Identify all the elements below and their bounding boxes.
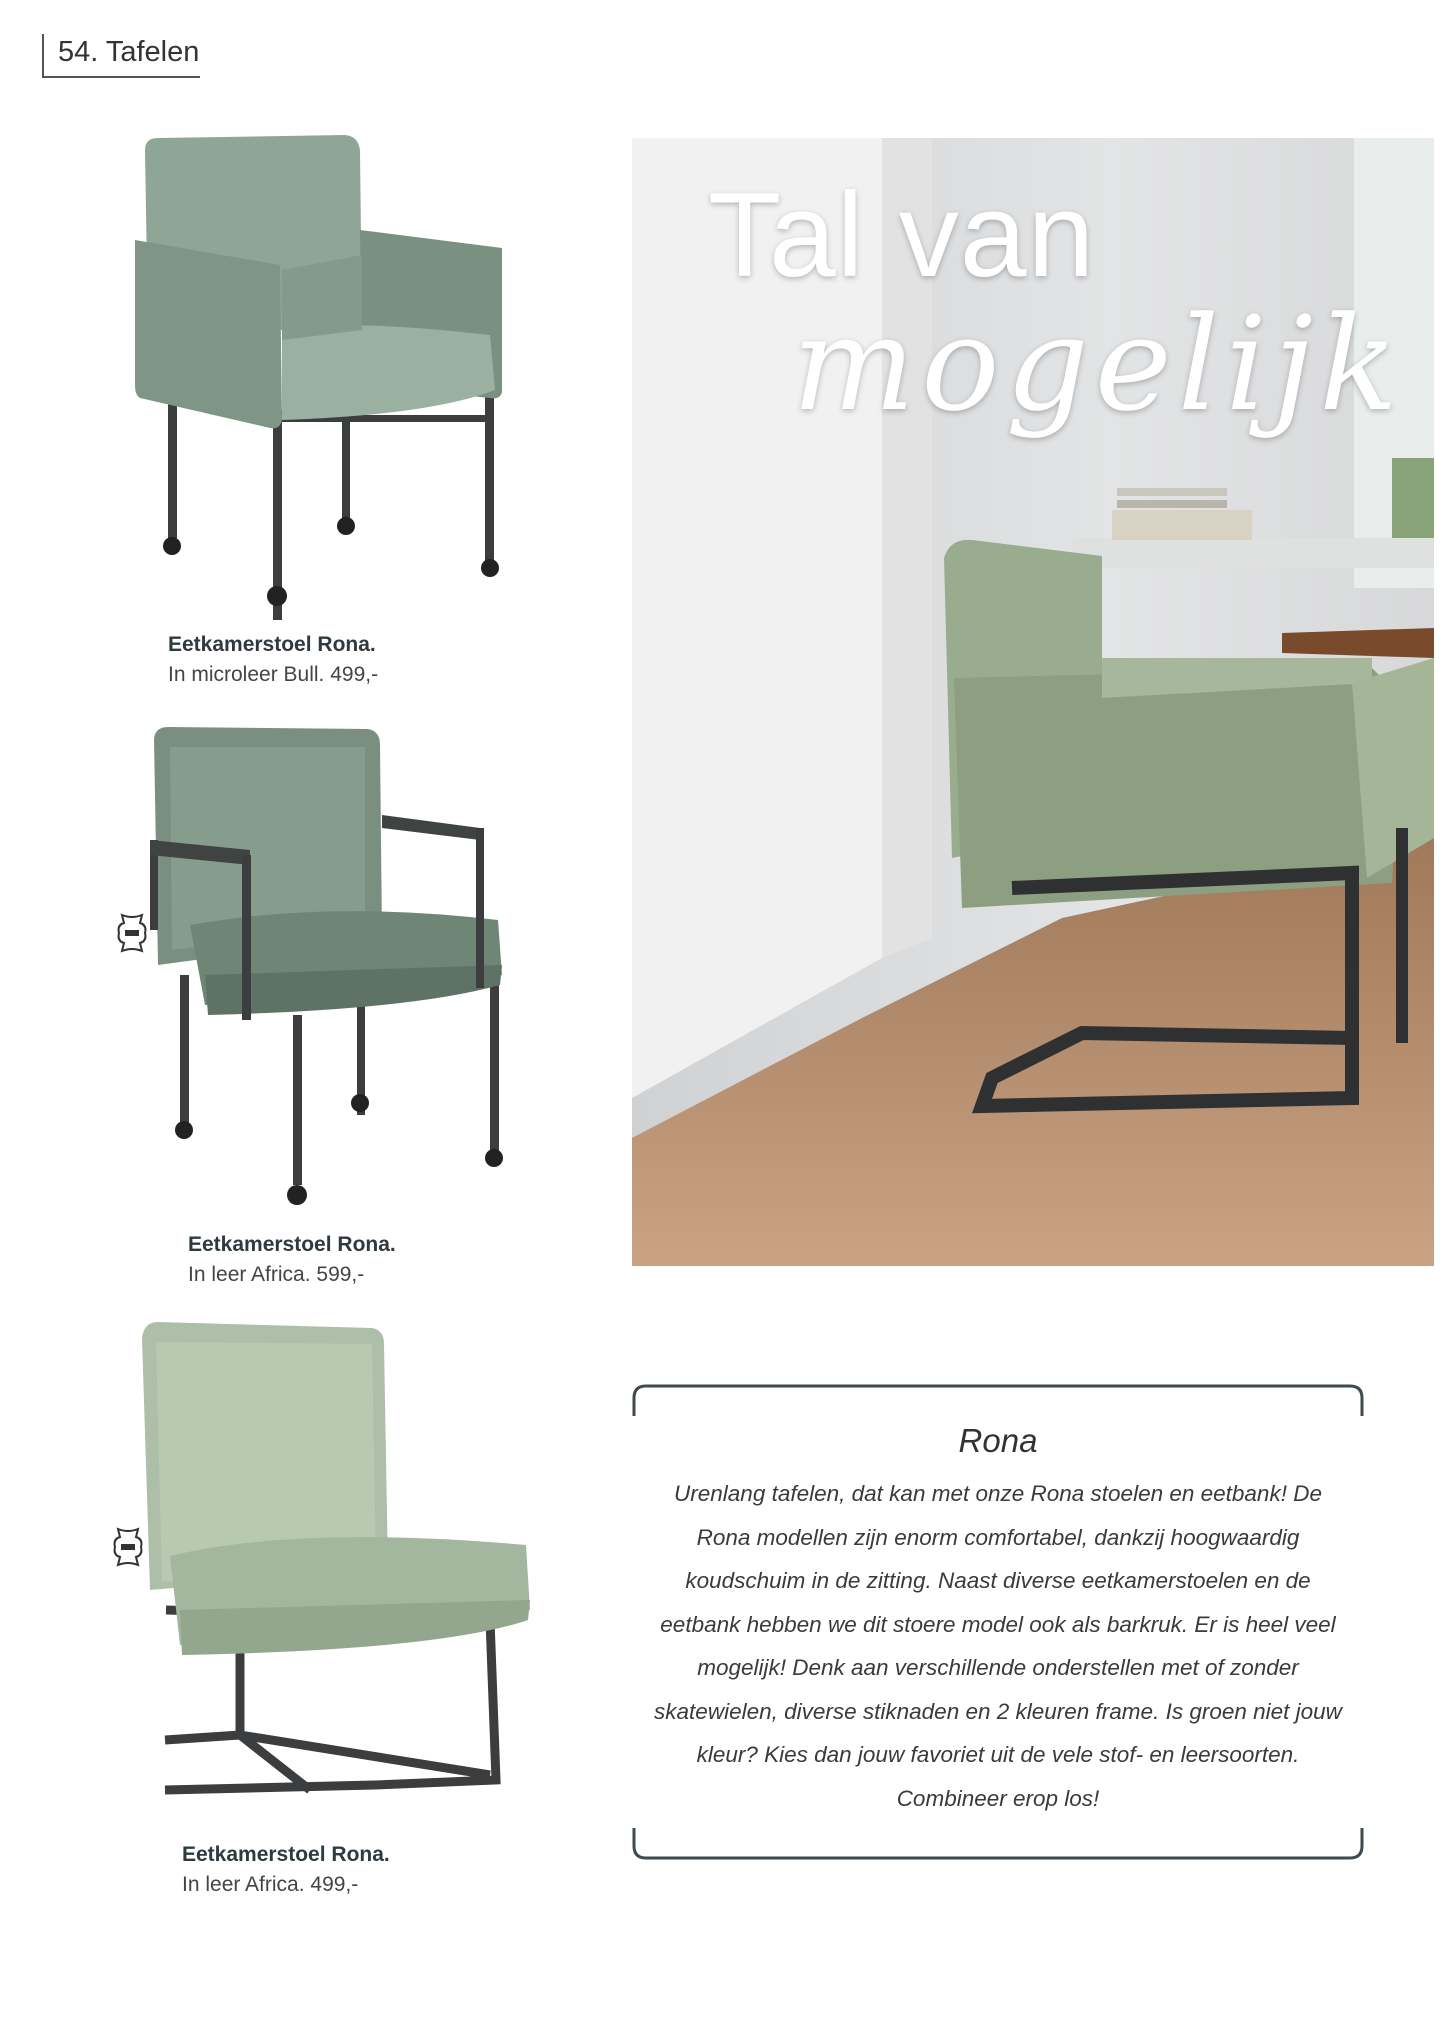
product-name: Eetkamerstoel Rona. xyxy=(168,633,376,656)
product-2 xyxy=(150,725,550,1285)
hero-photo xyxy=(632,138,1434,1266)
chair-metal-arms-image xyxy=(150,725,530,1215)
chair-cantilever-image xyxy=(140,1320,530,1800)
product-3 xyxy=(140,1320,540,1920)
genuine-leather-icon xyxy=(112,1527,144,1567)
info-text: Urenlang tafelen, dat kan met onze Rona stoelen en eetbank! De Rona modellen zijn enorm comfortabel, dankzij hoogwaardig koudschuim in de zitting. Naast diverse eetkamerstoelen en de eetbank hebben we dit stoere model ook als barkruk. Er is heel veel mogelijk! Denk aan verschillende onderstellen met of zonder skatewielen, diverse stiknaden en 2 kleuren frame. Is groen niet jouw kleur? Kies dan jouw favoriet uit de vele stof- en leersoorten. Combineer erop los! xyxy=(654,1481,1342,1811)
hero-headline-line1: Tal van xyxy=(708,168,1096,302)
product-1-caption xyxy=(168,630,528,690)
product-description: In leer Africa. 499,- xyxy=(182,1873,359,1896)
section-title: 54. Tafelen xyxy=(58,36,200,68)
product-name: Eetkamerstoel Rona. xyxy=(182,1843,390,1866)
info-title: Rona xyxy=(958,1422,1038,1459)
product-3-caption xyxy=(182,1840,542,1900)
product-name: Eetkamerstoel Rona. xyxy=(188,1233,396,1256)
chair-armchair-castors-image xyxy=(130,130,530,620)
section-header xyxy=(42,34,200,78)
product-1 xyxy=(130,130,530,686)
product-description: In leer Africa. 599,- xyxy=(188,1263,365,1286)
genuine-leather-icon xyxy=(116,913,148,953)
hero-headline-line2: mogelijk xyxy=(792,288,1404,440)
product-2-caption xyxy=(188,1230,548,1290)
product-description: In microleer Bull. 499,- xyxy=(168,663,379,686)
info-box xyxy=(632,1384,1364,1860)
